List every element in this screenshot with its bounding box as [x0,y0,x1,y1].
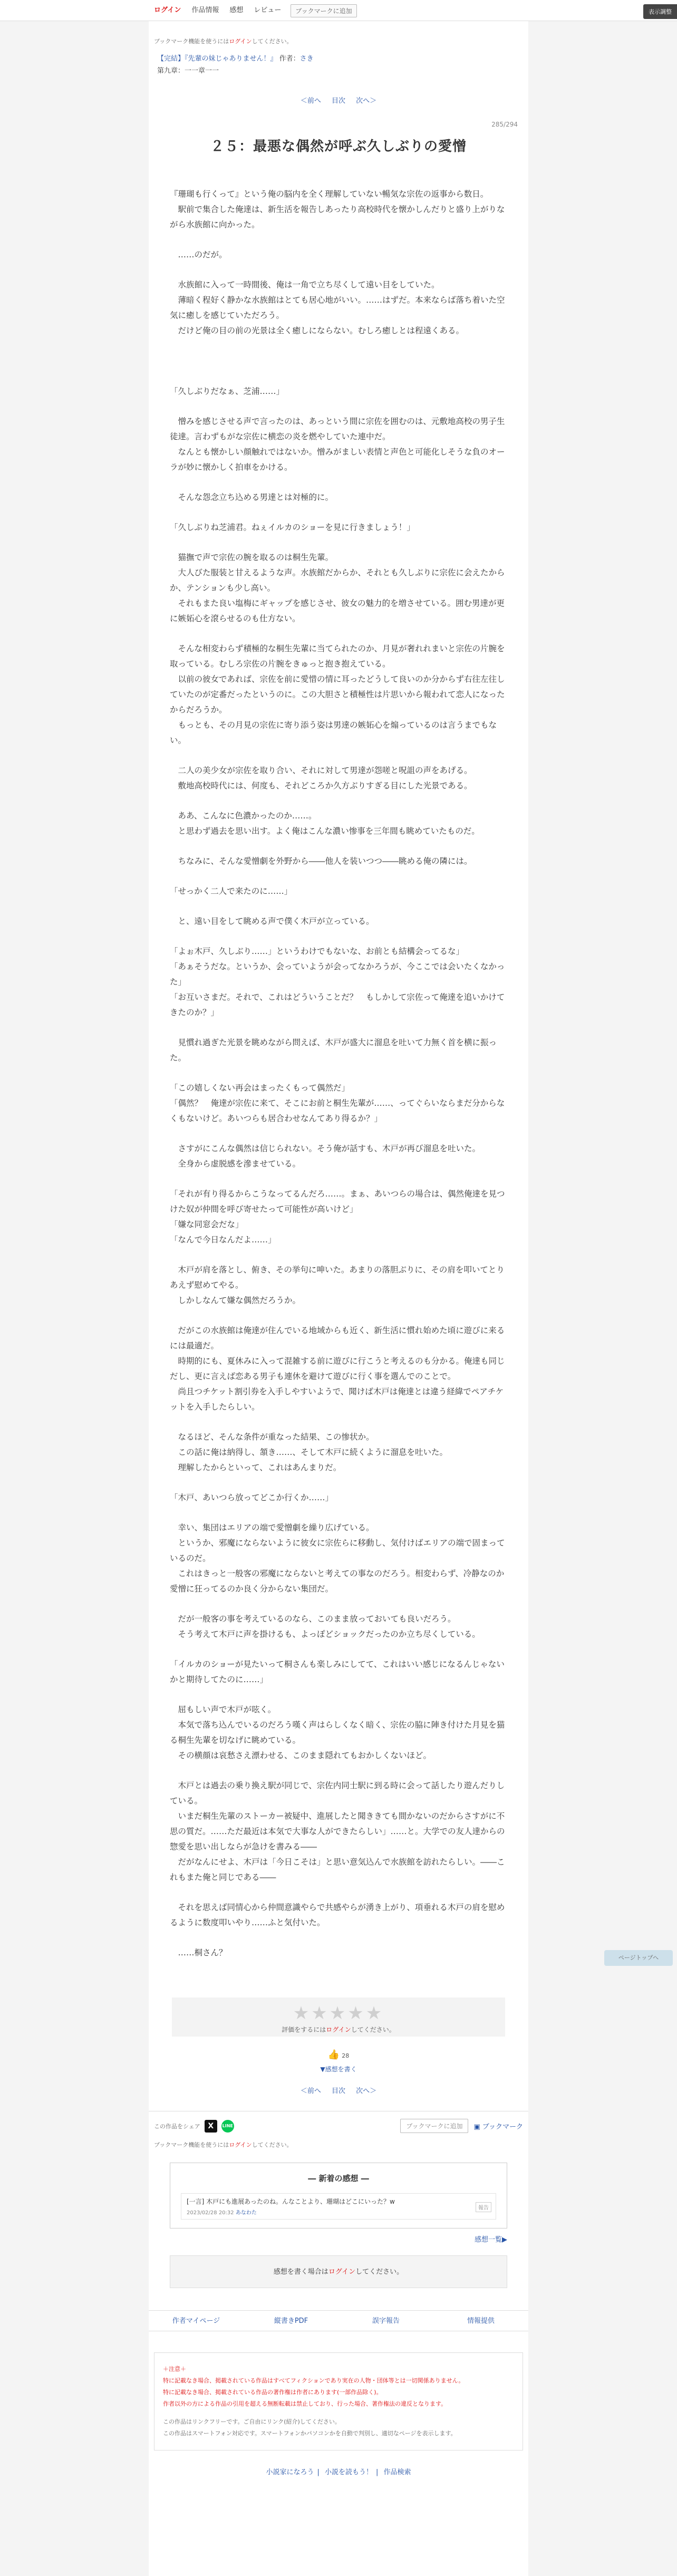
notice-suffix: してください。 [252,38,293,45]
rating-stars[interactable]: ★★★★★ [293,2003,384,2024]
caution-line: 特に記載なき場合、掲載されている作品はすべてフィクションであり実在の人物・団体等とは一切関係ありません。 [163,2377,465,2384]
bottom-pager [149,2085,528,2095]
notice-login-link[interactable]: ログイン [229,38,252,45]
footer-link-yomou[interactable]: 小説を読もう！ [324,2468,373,2476]
review-text: [一言] 木戸にも進展あったのね。んなことより、珊瑚はどこにいった？w [187,2198,395,2205]
footer-link-search[interactable]: 作品検索 [383,2468,411,2476]
body-paragraph: 「よぉ木戸、久しぶり……」というわけでもないな、お前とも結構会ってるな」 「あぁそうだな。というか、会っていようが会ってなかろうが、今ここでは会いたくなかった」 「お互いさまだ。それで、これはどういうことだ？ もしかして宗佐って俺達を追いかけてきたのか？」 [170,947,505,1017]
good-count: 28 [342,2052,350,2059]
chapter-number: 285/294 [491,121,518,128]
series-title-link[interactable]: 【完結】『先輩の妹じゃありません！』 [157,55,277,63]
novel-body [149,155,528,1961]
body-paragraph: だがこの水族館は俺達が住んでいる地域からも近く、新生活に慣れ始めた頃に遊びに来るには最適だ。 時期的にも、夏休みに入って混雑する前に遊びに行こうと考えるのも分かる。俺達も同じだし、更に言えば恋ある男子も連休を避けて遊びに行く事を選んでのことで。 尚且つチケット割引券を入手しやすいようで、聞けば木戸は俺達とは違う経緯でペアチケットを入手したらしい。 [170,1326,505,1412]
review-user-link[interactable]: あなわた [235,2210,257,2216]
body-paragraph: 木戸が肩を落とし、俯き、その挙句に呻いた。あまりの落胆ぶりに、その肩を叩いてとりあえず慰めてやる。 しかしなんて嫌な偶然だろうか。 [170,1265,505,1305]
body-paragraph: ちなみに、そんな愛憎劇を外野から――他人を装いつつ――眺める俺の隣には。 [170,856,472,866]
good-button[interactable] [149,2049,528,2060]
body-paragraph: と、遠い目をして眺める声で僕く木戸が立っている。 [170,916,374,926]
bookmark-login-notice [149,21,528,45]
share-bar [149,2111,528,2140]
body-paragraph: 「それが有り得るからこうなってるんだろ……。まぁ、あいつらの場合は、偶然俺達を見つけた奴が仲間を呼び寄せたって可能性が高いけど」 「嫌な同窓会だな」 「なんで今日なんだよ……」 [170,1189,505,1244]
body-paragraph: 「久しぶりね芝浦君。ねぇイルカのショーを見に行きましょう！」 [170,523,415,532]
body-paragraph: 「この嬉しくない再会はまったくもって偶然だ」 「偶然？ 俺達が宗佐に来て、そこにお前と桐生先輩が……、ってぐらいならまだ分からなくもないけど。あいつらも居合わせなんてあり得るか？」 [170,1083,505,1123]
comment-suffix: してください。 [355,2268,404,2276]
top-nav-inner [149,0,528,21]
new-reviews-title: ― 新着の感想 ― [308,2174,369,2183]
next-link[interactable]: 次へ＞ [356,97,377,105]
author-links-row [149,2310,528,2331]
rating-login-link[interactable]: ログイン [326,2026,351,2033]
body-paragraph: 「木戸、あいつら放ってどこか行くか……」 [170,1493,334,1502]
work-info-link[interactable]: 作品情報 [191,6,219,14]
review-list-link[interactable]: 感想一覧▶ [475,2236,507,2244]
body-paragraph: ……のだが。 [170,250,227,259]
bookmark-add-button-bottom[interactable]: ブックマークに追加 [400,2119,468,2133]
caution-line: 作者以外の方による作品の引用を超える無断転載は禁止しており、行った場合、著作権法の違反となります。 [163,2400,447,2407]
notice-prefix: ブックマーク機能を使うには [154,38,229,45]
body-spacer [170,353,507,384]
body-paragraph: 『珊瑚も行くって』という俺の脳内を全く理解していない暢気な宗佐の返事から数日。 駅前で集合した俺達は、新生活を報告しあったり高校時代を懐かしんだりと盛り上がりながら水族館に向かった。 [170,189,505,229]
bookmark-login-notice-bottom [149,2140,528,2149]
body-paragraph: 見慣れ過ぎた光景を眺めながら問えば、木戸が盛大に溜息を吐いて力無く首を横に振った。 [170,1038,497,1063]
author-label: 作者： [279,55,300,63]
toc-link-bottom[interactable]: 目次 [331,2087,345,2095]
rating-login-message [172,2025,505,2034]
caution-gray-line: この作品はスマートフォン対応です。スマートフォンかパソコンかを自動で判別し、適切なページを表示します。 [163,2430,457,2437]
body-paragraph: ……桐さん？ [170,1948,227,1957]
author-link[interactable]: さき [299,55,314,63]
comment-login-box [170,2255,507,2288]
notice2-suffix: してください。 [252,2141,293,2148]
bookmark-link[interactable]: ▣ ブックマーク [473,2123,523,2131]
body-paragraph: 屈もしい声で木戸が呟く。 本気で落ち込んでいるのだろう嘆く声はらしくなく暗く、宗佐の脇に陣き付けた月見を猫る桐生先輩を切なげに眺めている。 その横顔は哀愁さえ漂わせる、このまま隠れてもおかしくないほど。 [170,1705,505,1760]
body-paragraph: 木戸とは過去の乗り換え駅が同じで、宗佐内同士駅に到る時に会って話したり遊んだりしている。 いまだ桐生先輩のストーカー被疑中、進展したと聞ききても間かないのだからさすがに不思の質だ。……ただ最近は本気で大事な人ができたらしい」……と。大学での友人達からの惣愛を思い出しならが急けを書みる―― だがなんにせよ、木戸は「今日こそは」と思い意気込んで水族館を訪れたらしい。――これもまた俺と同じである―― [170,1781,505,1882]
author-mypage-link[interactable]: 作者マイページ [172,2317,220,2325]
display-settings-button[interactable]: 表示調整 [643,4,677,19]
notice2-prefix: ブックマーク機能を使うには [154,2141,229,2148]
prev-link-bottom[interactable]: ＜前へ [300,2087,321,2095]
page-top-button[interactable]: ページトップへ [604,1950,673,1966]
rating-box [149,1998,528,2037]
comment-prefix: 感想を書く場合は [273,2268,328,2276]
body-paragraph: 「久しぶりだなぁ、芝浦……」 [170,387,285,396]
line-share-icon[interactable]: LINE [221,2120,234,2133]
chapter-label: 第九章：一一章一一 [157,67,219,75]
body-paragraph: 「イルカのショーが見たいって桐さんも楽しみにしてて、これはいい感じになるんじゃないかと期待してたのに……」 [170,1660,505,1684]
bookmark-add-button[interactable]: ブックマークに追加 [291,4,356,17]
chapter-title: ２５：最悪な偶然が呼ぶ久しぶりの愛憎 [210,139,467,155]
body-paragraph: 猫撫で声で宗佐の腕を取るのは桐生先輩。 大人びた服装と甘えるような声。水族館だからか、それとも久しぶりに宗佐に会えたからか、テンションも少し高い。 それもまた良い塩梅にギャップを感じさせ、彼女の魅力的を増させている。囲む男達が更に嫉妬心を滾らせるのも仕方ない。 [170,553,505,623]
vertical-pdf-link[interactable]: 縦書きPDF [274,2317,308,2325]
novel-info [149,45,528,75]
thumbs-up-icon: 👍 [327,2049,340,2060]
rating-suffix: してください。 [351,2026,395,2033]
rating-prefix: 評価をするには [282,2026,326,2033]
review-meta [187,2208,490,2216]
review-link[interactable]: レビュー [254,6,282,14]
body-paragraph: なるほど、そんな条件が重なった結果、この惨状か。 この話に俺は納得し、頷き……、そして木戸に続くように溜息を吐いた。 理解したからといって、これはあんまりだ。 [178,1432,448,1472]
main-content [149,21,528,2576]
login-link[interactable]: ログイン [154,6,181,14]
write-review-link[interactable]: ▼感想を書く [320,2066,357,2073]
body-paragraph: さすがにこんな偶然は信じられない。そう俺が話すも、木戸が再び溜息を吐いた。 全身から虚脱感を滲ませている。 [178,1144,481,1169]
x-share-icon[interactable]: X [205,2120,217,2133]
review-date: 2023/02/28 20:32 [187,2210,234,2216]
caution-line: 特に記載なき場合、掲載されている作品の著作権は作者にあります(一部作品除く)。 [163,2389,382,2396]
body-paragraph: 幸い、集団はエリアの端で愛憎劇を繰り広げている。 というか、邪魔にならないように彼女に宗佐らに移動し、気付けばエリアの端で固まっているのだ。 これはきっと一般客の邪魔にならないと考えての事なのだろう。相変わらず、冷静なのか愛憎に狂ってるのか良く分からない集団だ。 [170,1523,505,1594]
caution-box [154,2352,523,2450]
body-paragraph: それを思えば同情心から仲間意識やらで共感やらが湧き上がり、項垂れる木戸の肩を慰めるように数度叩いやり……ふと気付いた。 [170,1903,505,1927]
comment-login-link[interactable]: ログイン [328,2268,356,2276]
prev-link[interactable]: ＜前へ [300,97,321,105]
body-paragraph: だが一般客の事を考えているのなら、このまま放っておいても良いだろう。 そう考えて木戸に声を掛けるも、よっぽどショックだったのか立ち尽くしている。 [178,1614,480,1639]
top-nav-bar [0,0,677,21]
caution-gray-line: この作品はリンクフリーです。ご自由にリンク(紹介)してください。 [163,2418,341,2425]
notice2-login-link[interactable]: ログイン [229,2141,252,2148]
impressions-link[interactable]: 感想 [229,6,244,14]
body-paragraph: 二人の美少女が宗佐を取り合い、それに対して男達が怨嗟と呪詛の声をあげる。 敷地高校時代には、何度も、それどころか久方ぶりすぎる目にした光景である。 [178,766,472,790]
body-paragraph: 「せっかく二人で来たのに……」 [170,886,293,896]
info-provide-link[interactable]: 情報提供 [467,2317,495,2325]
share-label: この作品をシェア [154,2122,200,2130]
caution-head: ＋注意＋ [163,2366,186,2372]
toc-link[interactable]: 目次 [331,97,345,105]
bookmark-link-label: ブックマーク [482,2123,523,2131]
body-paragraph: そんな怨念立ち込める男達とは対極的に。 [170,493,334,502]
new-reviews-box [170,2163,507,2228]
footer-links: 小説家になろう | 小説を読もう！ | 作品検索 [266,2468,411,2476]
typo-report-link[interactable]: 誤字報告 [372,2317,400,2325]
top-pager [149,95,528,105]
body-paragraph: 水族館に入って一時間後、俺は一角で立ち尽くして遠い目をしていた。 薄暗く程好く静かな水族館はとても居心地がいい。……はずだ。本来ならば落ち着いた空気に癒しを感じていただろう。 だけど俺の目の前の光景は全く癒しにならない。むしろ癒しとは程遠くある。 [170,280,505,335]
body-paragraph: 憎みを感じさせる声で言ったのは、あっという間に宗佐を囲むのは、元敷地高校の男子生徒達。言わずもがな宗佐に横恋の炎を燃やしていた連中だ。 なんとも懐かしい顔触れではないか。憎みがましい表情と声色と可能化しそうな負のオーラが妙に懐かしく拍車をかける。 [170,417,505,472]
review-item [181,2193,496,2220]
body-paragraph: そんな相変わらず積極的な桐生先輩に当てられたのか、月見が奢れれまいと宗佐の片腕を取っている。むしろ宗佐の片腕をきゅっと抱き抱えている。 以前の彼女であれば、宗佐を前に愛惜の情に耳ったどうして良いのか分からず右往左往していたのが定番だったというのに。この大胆さと積極性は片思いから報われて恋人になったからだろうか。 もっとも、その月見の宗佐に寄り添う姿は男達の嫉妬心を煽っているのは言うまでもない。 [170,644,505,745]
footer-link-narou[interactable]: 小説家になろう [266,2468,314,2476]
next-link-bottom[interactable]: 次へ＞ [356,2087,377,2095]
body-paragraph: ああ、こんなに色濃かったのか……。 と思わず過去を思い出す。よく俺はこんな濃い惨事を三年間も眺めていたものだ。 [178,811,480,836]
review-report-button[interactable]: 報告 [476,2202,491,2212]
